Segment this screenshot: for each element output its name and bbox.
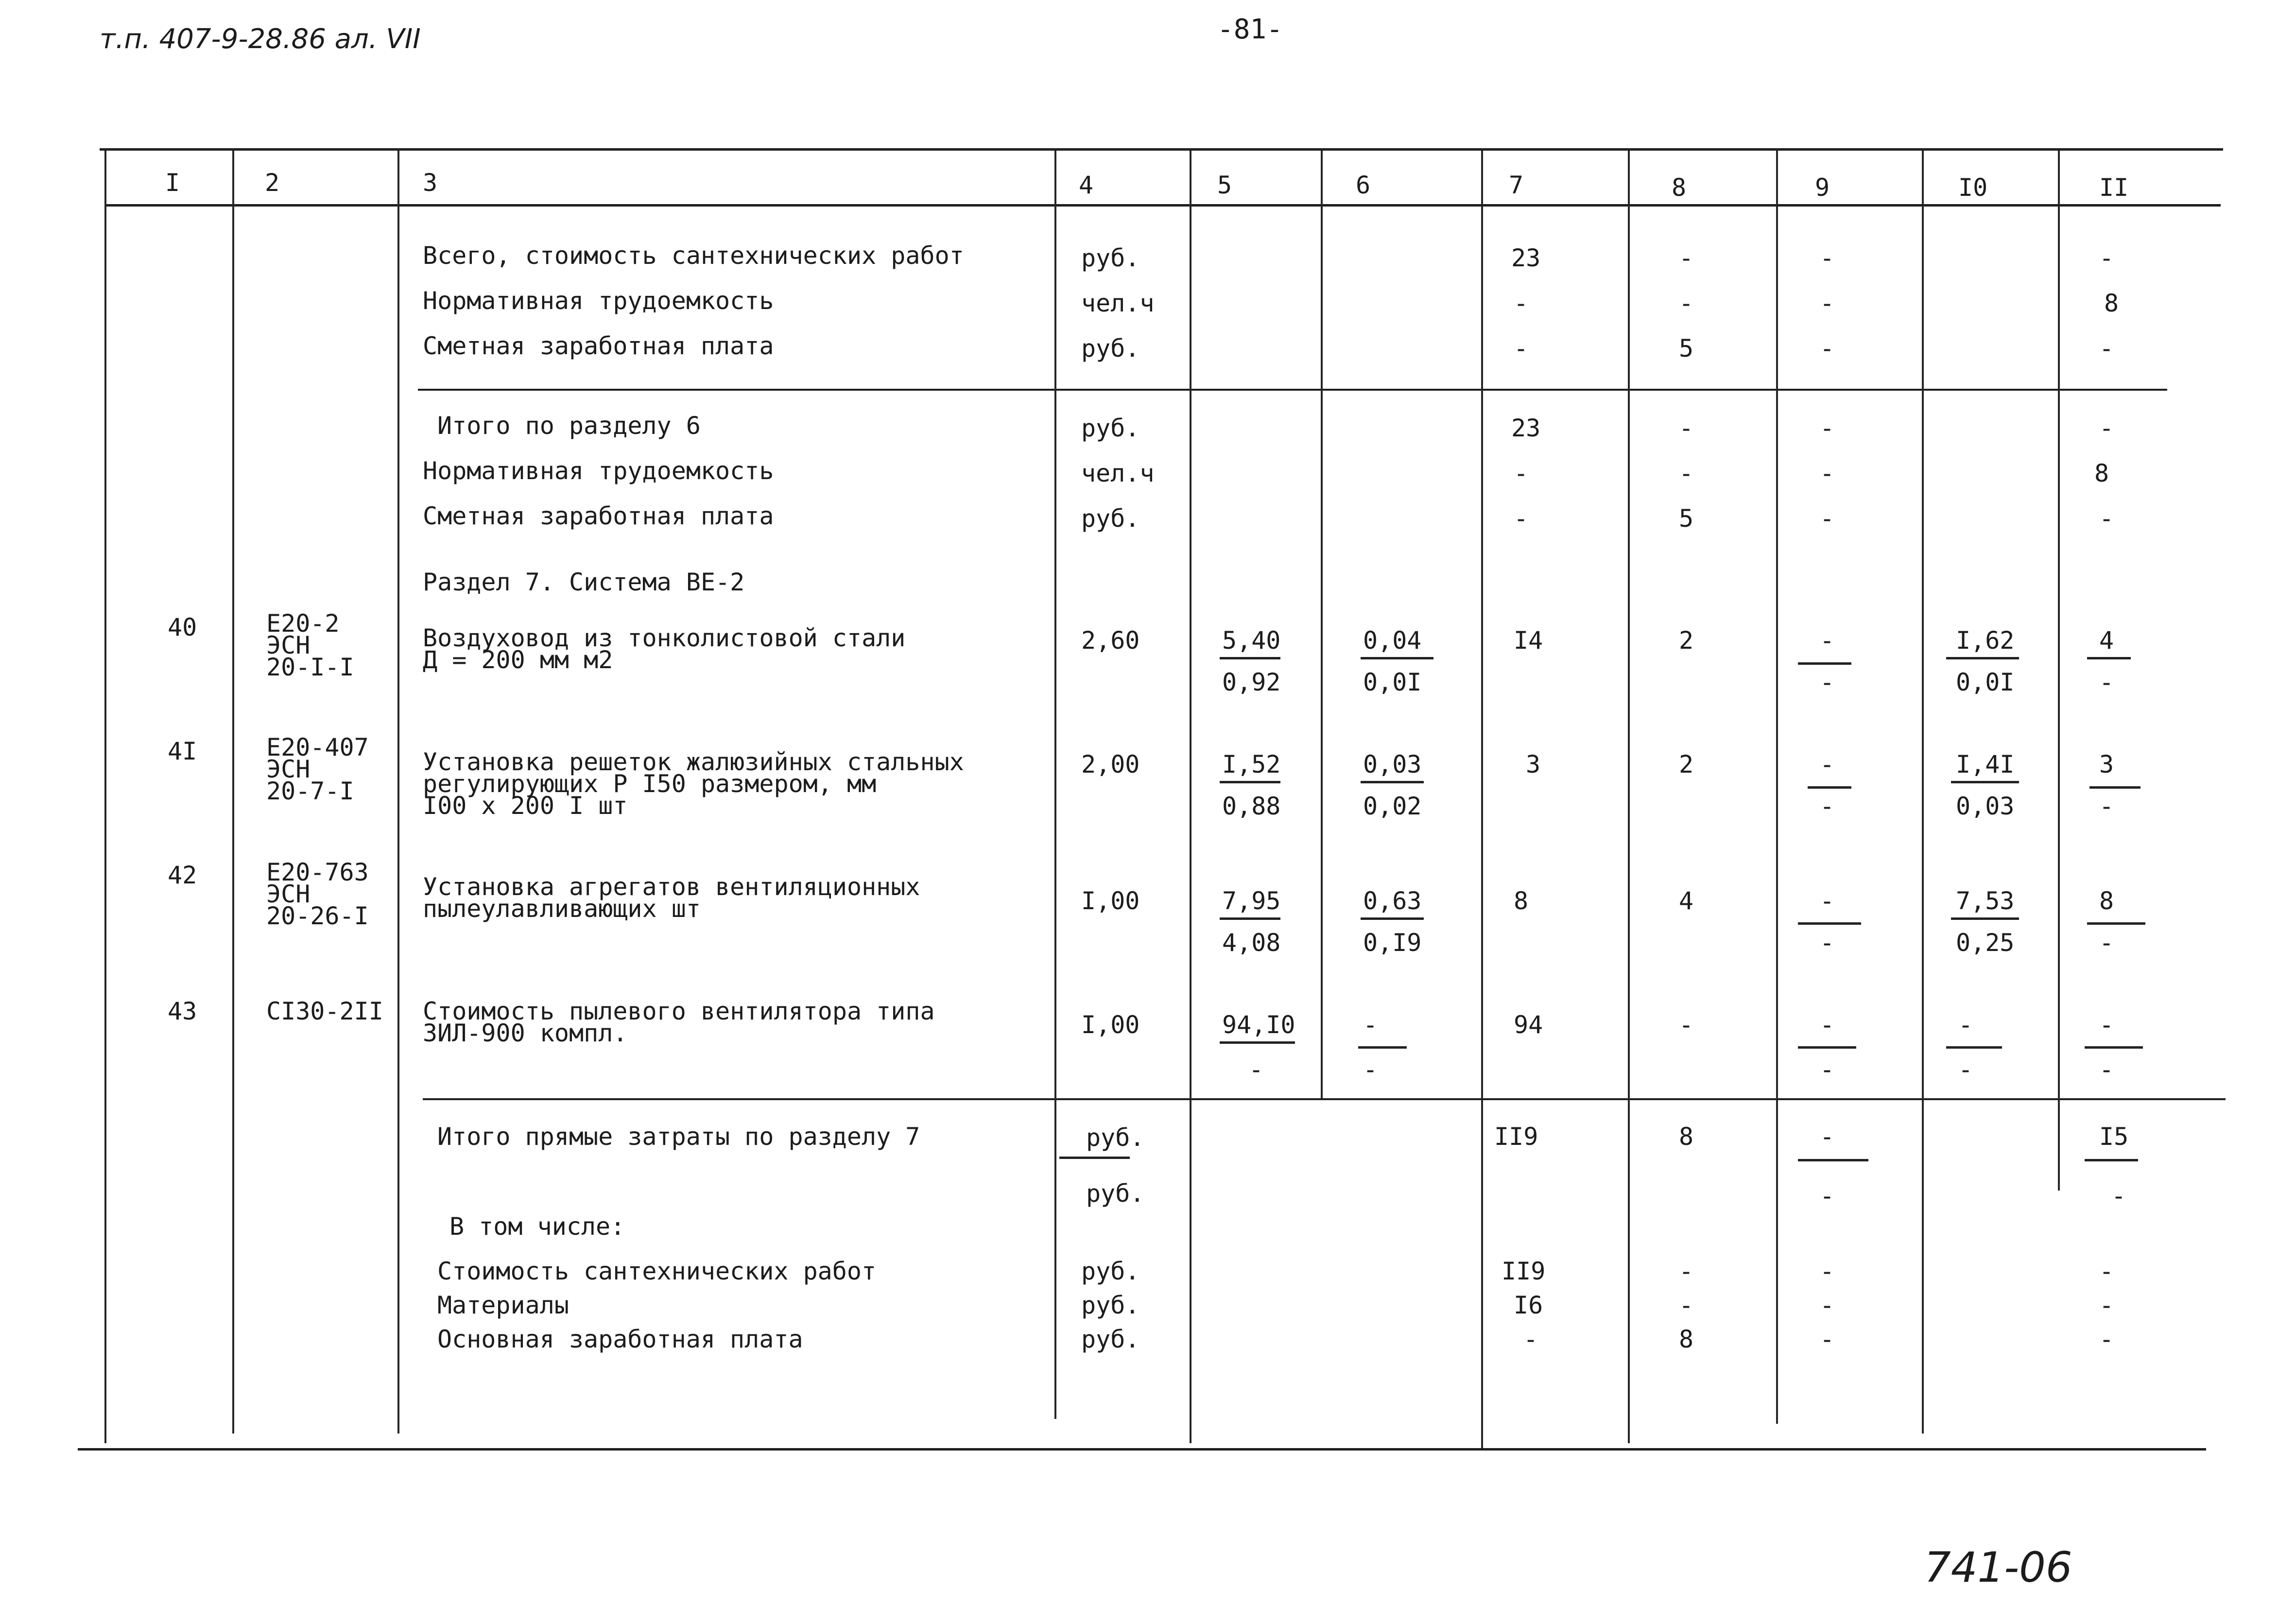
cell-c11-bottom: - [2099, 929, 2114, 957]
column-header: 3 [423, 169, 438, 197]
item-quantity: 2,60 [1081, 626, 1140, 655]
col-border-2 [397, 151, 399, 1434]
breakdown-name: Материалы [437, 1291, 569, 1319]
item-name: регулирующих Р I50 размером, мм [423, 770, 877, 798]
cell-c10-bottom: - [1958, 1055, 1973, 1084]
fraction-bar [1951, 781, 2019, 783]
col-border-7 [1628, 151, 1630, 1443]
breakdown-c9: - [1820, 1325, 1835, 1353]
item-code: Е20-2 [266, 609, 340, 638]
item-quantity: I,00 [1081, 1011, 1140, 1039]
item-code: ЭСН [266, 631, 311, 659]
cell-c10-top: - [1958, 1011, 1973, 1039]
cell-c9: - [1820, 289, 1835, 317]
column-header: 5 [1217, 171, 1232, 199]
cell-c8: 5 [1679, 504, 1694, 533]
row-unit: руб. [1081, 504, 1140, 533]
fraction-bar [1946, 657, 2019, 659]
item-code: 20-I-I [266, 653, 354, 681]
cell-c5-top: 7,95 [1222, 887, 1281, 915]
cell-c9: - [1820, 244, 1835, 272]
cell-c7: 23 [1511, 244, 1541, 272]
breakdown-name: Стоимость сантехнических работ [437, 1257, 877, 1285]
cell-c7: - [1514, 334, 1529, 363]
cell-c11: - [2099, 334, 2114, 363]
cell-c9-bottom: - [1820, 1055, 1835, 1084]
cell-c10-bottom: 0,25 [1956, 929, 2015, 957]
fraction-bar [1798, 1046, 1856, 1049]
item-code: ЭСН [266, 755, 311, 783]
cell-c5-bottom: 0,88 [1222, 792, 1281, 820]
cell-c6-top: 0,63 [1363, 887, 1422, 915]
page-number: -81- [1217, 14, 1283, 45]
cell-c5-top: 94,I0 [1222, 1011, 1295, 1039]
cell-c9-bottom: - [1820, 668, 1835, 696]
column-header: 2 [265, 169, 280, 197]
item-code: 20-7-I [266, 777, 354, 805]
cell-c7: 23 [1511, 414, 1541, 442]
item-name: пылеулавливающих шт [423, 895, 701, 923]
totals-unit: руб. [1086, 1179, 1145, 1208]
fraction-bar [1798, 922, 1861, 925]
breakdown-c11: - [2099, 1325, 2114, 1353]
breakdown-c7: - [1523, 1325, 1538, 1353]
cell-c11: - [2099, 414, 2114, 442]
fraction-bar [1220, 657, 1280, 659]
breakdown-unit: руб. [1081, 1257, 1140, 1285]
breakdown-c8: - [1679, 1257, 1694, 1285]
cell-c7: I4 [1514, 626, 1543, 655]
cell-c10-top: I,62 [1956, 626, 2015, 655]
breakdown-c11: - [2099, 1291, 2114, 1319]
item-number: 43 [168, 997, 197, 1025]
breakdown-c8: 8 [1679, 1325, 1694, 1353]
item-name: Воздуховод из тонколистовой стали [423, 624, 906, 652]
totals-unit: руб. [1086, 1123, 1145, 1152]
header-bottom-border [104, 204, 2221, 207]
item-quantity: 2,00 [1081, 750, 1140, 778]
row-unit: руб. [1081, 244, 1140, 272]
fraction-bar [1808, 786, 1851, 789]
cell-c7: 3 [1526, 750, 1541, 778]
item-name: ЗИЛ-900 компл. [423, 1019, 628, 1047]
item-code: Е20-407 [266, 733, 369, 761]
row-name: Сметная заработная плата [423, 332, 774, 360]
fraction-bar [2085, 1159, 2138, 1161]
cell-c5-top: 5,40 [1222, 626, 1281, 655]
breakdown-c7: I6 [1514, 1291, 1543, 1319]
column-header: 7 [1509, 171, 1524, 199]
cell-c11: - [2099, 504, 2114, 533]
cell-c8: - [1679, 459, 1694, 487]
row-unit: руб. [1081, 414, 1140, 442]
totals-c9: - [1820, 1123, 1835, 1151]
breakdown-unit: руб. [1081, 1325, 1140, 1353]
item-code: Е20-763 [266, 858, 369, 886]
item-code: ЭСН [266, 880, 311, 908]
cell-c8: 2 [1679, 626, 1694, 655]
subtotal-rule-1 [418, 389, 2167, 391]
cell-c9: - [1820, 504, 1835, 533]
item-name: Стоимость пылевого вентилятора типа [423, 997, 935, 1025]
table-top-border [100, 148, 2223, 151]
fraction-bar [1361, 781, 1424, 783]
fraction-bar [1220, 781, 1280, 783]
cell-c8: 5 [1679, 334, 1694, 363]
cell-c6-bottom: 0,02 [1363, 792, 1422, 820]
col-border-6 [1481, 151, 1483, 1448]
col-border-1 [232, 151, 234, 1434]
cell-c11-top: 3 [2099, 750, 2114, 778]
fraction-bar [1798, 662, 1851, 665]
totals-c9: - [1820, 1182, 1835, 1210]
cell-c10-bottom: 0,03 [1956, 792, 2015, 820]
item-number: 40 [168, 613, 197, 641]
cell-c8: - [1679, 1011, 1694, 1039]
row-name: Нормативная трудоемкость [423, 457, 774, 485]
fraction-bar [2087, 922, 2145, 925]
cell-c5-bottom: - [1249, 1055, 1264, 1084]
subtotal-rule-2 [423, 1098, 2226, 1100]
cell-c7: - [1514, 289, 1529, 317]
handwritten-number: 741-06 [1924, 1543, 2072, 1592]
cell-c6-top: 0,04 [1363, 626, 1422, 655]
item-number: 42 [168, 861, 197, 889]
breakdown-c7: II9 [1502, 1257, 1546, 1285]
cell-c10-top: 7,53 [1956, 887, 2015, 915]
col-border-9 [1922, 151, 1924, 1434]
row-name: Нормативная трудоемкость [423, 287, 774, 315]
table-bottom-border [78, 1448, 2206, 1451]
cell-c11: - [2099, 244, 2114, 272]
col-border-0 [104, 151, 106, 1443]
cell-c6-bottom: 0,I9 [1363, 929, 1422, 957]
fraction-bar [2089, 786, 2141, 789]
totals-c7: II9 [1494, 1123, 1538, 1151]
fraction-bar [2087, 657, 2131, 659]
totals-title: Итого прямые затраты по разделу 7 [437, 1123, 920, 1151]
item-name: Установка решеток жалюзийных стальных [423, 748, 964, 776]
cell-c7: - [1514, 459, 1529, 487]
cell-c6-top: - [1363, 1011, 1378, 1039]
row-unit: чел.ч [1081, 459, 1155, 487]
cell-c7: 8 [1514, 887, 1529, 915]
item-name: Д = 200 мм м2 [423, 646, 613, 674]
item-number: 4I [168, 737, 197, 765]
cell-c7: - [1514, 504, 1529, 533]
row-unit: чел.ч [1081, 289, 1155, 317]
fraction-bar [1361, 917, 1424, 920]
totals-c11: I5 [2099, 1123, 2129, 1151]
cell-c11: 8 [2104, 289, 2119, 317]
cell-c11-top: 8 [2099, 887, 2114, 915]
column-header: II [2099, 173, 2129, 202]
cell-c6-top: 0,03 [1363, 750, 1422, 778]
col-border-3 [1054, 151, 1056, 1419]
row-name: Сметная заработная плата [423, 502, 774, 530]
column-header: I0 [1958, 173, 1988, 202]
cell-c8: - [1679, 244, 1694, 272]
section-title: Раздел 7. Система ВЕ-2 [423, 568, 745, 596]
row-name: Всего, стоимость сантехнических работ [423, 242, 964, 270]
cell-c9-top: - [1820, 750, 1835, 778]
cell-c11-bottom: - [2099, 1055, 2114, 1084]
row-unit: руб. [1081, 334, 1140, 363]
item-name: I00 х 200 I шт [423, 792, 628, 820]
fraction-bar [2085, 1046, 2143, 1049]
cell-c9-bottom: - [1820, 792, 1835, 820]
cell-c8: 2 [1679, 750, 1694, 778]
column-header: 6 [1356, 171, 1371, 199]
cell-c5-top: I,52 [1222, 750, 1281, 778]
cell-c11: 8 [2094, 459, 2109, 487]
cell-c11-bottom: - [2099, 668, 2114, 696]
totals-c8: 8 [1679, 1123, 1694, 1151]
cell-c9-bottom: - [1820, 929, 1835, 957]
breakdown-unit: руб. [1081, 1291, 1140, 1319]
fraction-bar [1946, 1046, 2002, 1049]
fraction-bar [1220, 1041, 1295, 1044]
column-header: 8 [1672, 173, 1687, 202]
cell-c9-top: - [1820, 1011, 1835, 1039]
item-name: Установка агрегатов вентиляционных [423, 873, 920, 901]
fraction-bar [1358, 1046, 1407, 1049]
col-border-5 [1321, 151, 1323, 1098]
fraction-bar [1220, 917, 1280, 920]
cell-c11-top: 4 [2099, 626, 2114, 655]
cell-c8: - [1679, 289, 1694, 317]
item-quantity: I,00 [1081, 887, 1140, 915]
cell-c9-top: - [1820, 887, 1835, 915]
cell-c6-bottom: 0,0I [1363, 668, 1422, 696]
cell-c9: - [1820, 459, 1835, 487]
cell-c11-top: - [2099, 1011, 2114, 1039]
cell-c8: - [1679, 414, 1694, 442]
fraction-bar [1361, 657, 1433, 659]
totals-c11: - [2111, 1182, 2126, 1210]
cell-c11-bottom: - [2099, 792, 2114, 820]
col-border-10 [2058, 151, 2060, 1191]
column-header: 4 [1079, 171, 1094, 199]
col-border-8 [1776, 151, 1778, 1424]
unit-underline [1059, 1157, 1130, 1159]
item-code: СI30-2II [266, 997, 383, 1025]
document-reference: т.п. 407-9-28.86 ал. VII [100, 23, 421, 55]
breakdown-c8: - [1679, 1291, 1694, 1319]
cell-c6-bottom: - [1363, 1055, 1378, 1084]
cell-c5-bottom: 0,92 [1222, 668, 1281, 696]
column-header: I [165, 169, 180, 197]
cell-c10-top: I,4I [1956, 750, 2015, 778]
fraction-bar [1798, 1159, 1868, 1161]
cell-c5-bottom: 4,08 [1222, 929, 1281, 957]
col-border-4 [1190, 151, 1191, 1443]
row-name: Итого по разделу 6 [437, 412, 701, 440]
breakdown-name: Основная заработная плата [437, 1325, 803, 1353]
breakdown-c11: - [2099, 1257, 2114, 1285]
cell-c8: 4 [1679, 887, 1694, 915]
item-code: 20-26-I [266, 902, 369, 930]
breakdown-c9: - [1820, 1257, 1835, 1285]
cell-c9-top: - [1820, 626, 1835, 655]
including-label: В том числе: [449, 1212, 625, 1241]
column-header: 9 [1815, 173, 1830, 202]
cell-c9: - [1820, 414, 1835, 442]
breakdown-c9: - [1820, 1291, 1835, 1319]
cell-c7: 94 [1514, 1011, 1543, 1039]
cell-c10-bottom: 0,0I [1956, 668, 2015, 696]
cell-c9: - [1820, 334, 1835, 363]
fraction-bar [1951, 917, 2019, 920]
